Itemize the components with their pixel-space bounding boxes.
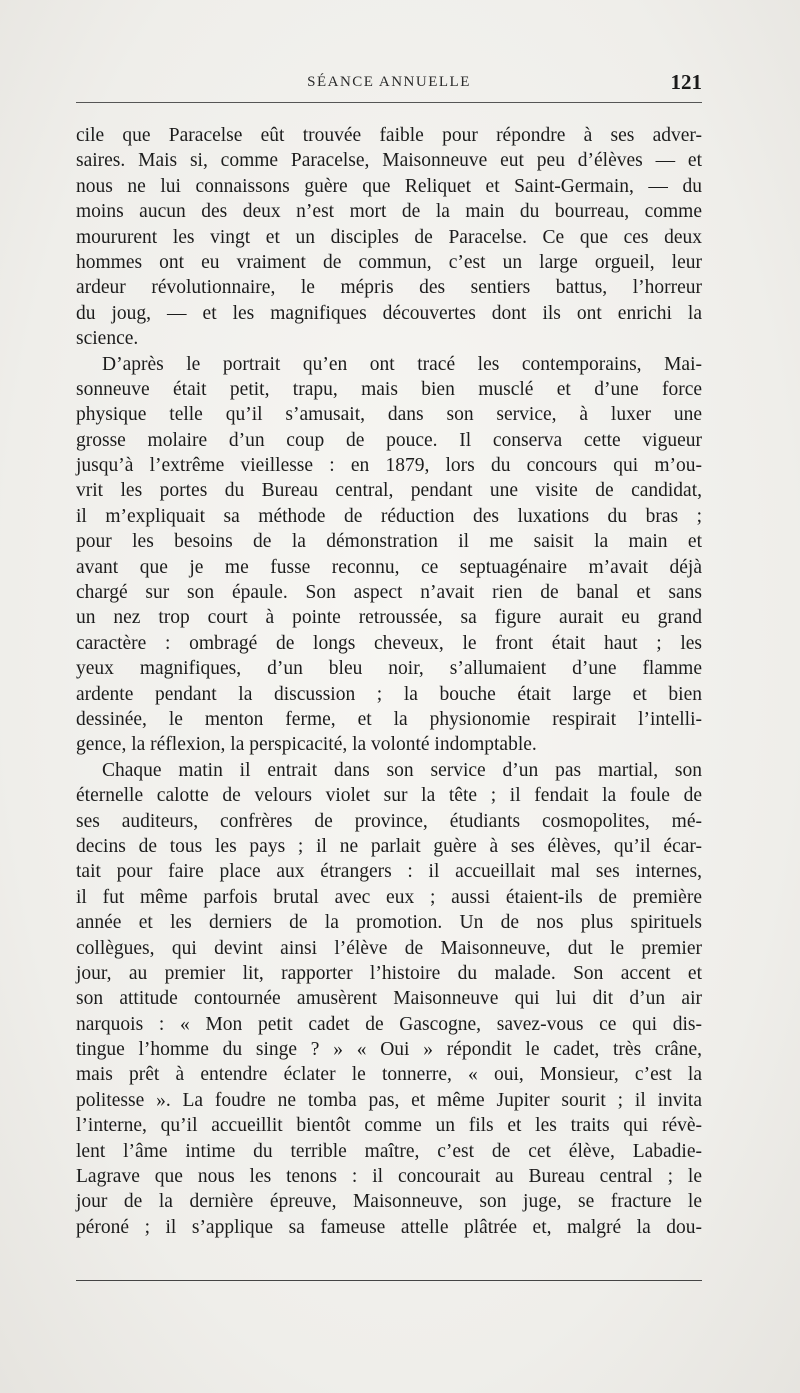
text-line: moins aucun des deux n’est mort de la main du bourreau, comme: [76, 201, 702, 223]
text-line: lent l’âme intime du terrible maître, c’est de cet élève, Labadie-: [76, 1140, 702, 1162]
text-line: un nez trop court à pointe retroussée, sa figure aurait eu grand: [76, 607, 702, 629]
text-line: physique telle qu’il s’amusait, dans son service, à luxer une: [76, 404, 702, 426]
text-line: avant que je me fusse reconnu, ce septuagénaire m’avait déjà: [76, 556, 702, 578]
text-line: jour, au premier lit, rapporter l’histoire du malade. Son accent et: [76, 962, 702, 984]
text-line: yeux magnifiques, d’un bleu noir, s’allumaient d’une flamme: [76, 658, 702, 680]
text-line: péroné ; il s’applique sa fameuse attelle plâtrée et, malgré la dou-: [76, 1216, 702, 1238]
header-rule: [76, 102, 702, 103]
text-line: il m’expliquait sa méthode de réduction des luxations du bras ;: [76, 505, 702, 527]
text-line: grosse molaire d’un coup de pouce. Il conserva cette vigueur: [76, 429, 702, 451]
text-line: vrit les portes du Bureau central, pendant une visite de candidat,: [76, 480, 702, 502]
text-line: narquois : « Mon petit cadet de Gascogne, savez-vous ce qui dis-: [76, 1013, 702, 1035]
text-line: l’interne, qu’il accueillit bientôt comme un fils et les traits qui révè-: [76, 1115, 702, 1137]
text-line: science.: [76, 328, 139, 350]
text-line: mais prêt à entendre éclater le tonnerre, « oui, Monsieur, c’est la: [76, 1064, 702, 1086]
page-number: 121: [670, 70, 702, 94]
text-line: jusqu’à l’extrême vieillesse : en 1879, lors du concours qui m’ou-: [76, 455, 702, 477]
text-line: il fut même parfois brutal avec eux ; aussi étaient-ils de première: [76, 886, 702, 908]
text-line: ardente pendant la discussion ; la bouche était large et bien: [76, 683, 702, 705]
text-line: cile que Paracelse eût trouvée faible pour répondre à ses adver-: [76, 125, 702, 146]
text-line: caractère : ombragé de longs cheveux, le front était haut ; les: [76, 632, 702, 654]
text-line: ardeur révolutionnaire, le mépris des sentiers battus, l’horreur: [76, 277, 702, 299]
text-line: nous ne lui connaissons guère que Reliquet et Saint-Germain, — du: [76, 175, 702, 197]
text-line: Lagrave que nous les tenons : il concourait au Bureau central ; le: [76, 1166, 702, 1188]
text-line: hommes ont eu vraiment de commun, c’est un large orgueil, leur: [76, 251, 702, 273]
text-line: jour de la dernière épreuve, Maisonneuve, son juge, se fracture le: [76, 1191, 702, 1213]
text-line: politesse ». La foudre ne tomba pas, et même Jupiter sourit ; il invita: [76, 1089, 702, 1111]
text-line: collègues, qui devint ainsi l’élève de Maisonneuve, dut le premier: [76, 937, 702, 959]
body-text: [76, 123, 702, 1240]
text-line: moururent les vingt et un disciples de Paracelse. Ce que ces deux: [76, 226, 702, 248]
running-head: [76, 72, 702, 96]
text-line: éternelle calotte de velours violet sur la tête ; il fendait la foule de: [76, 785, 702, 807]
text-line: ses auditeurs, confrères de province, étudiants cosmopolites, mé-: [76, 810, 702, 832]
text-line: dessinée, le menton ferme, et la physionomie respirait l’intelli-: [76, 708, 702, 730]
text-line: D’après le portrait qu’en ont tracé les contemporains, Mai-: [102, 353, 702, 375]
text-line: son attitude contournée amusèrent Maisonneuve qui lui dit d’un air: [76, 988, 702, 1010]
text-line: pour les besoins de la démonstration il me saisit la main et: [76, 531, 702, 553]
text-line: tingue l’homme du singe ? » « Oui » répondit le cadet, très crâne,: [76, 1039, 702, 1061]
text-line: tait pour faire place aux étrangers : il accueillait mal ses internes,: [76, 861, 702, 883]
running-title: SÉANCE ANNUELLE: [307, 74, 471, 90]
text-line: année et les derniers de la promotion. Un de nos plus spirituels: [76, 912, 702, 934]
text-line: gence, la réflexion, la perspicacité, la volonté indomptable.: [76, 734, 537, 756]
text-line: decins de tous les pays ; il ne parlait guère à ses élèves, qu’il écar-: [76, 835, 702, 857]
text-line: du joug, — et les magnifiques découvertes dont ils ont enrichi la: [76, 302, 702, 324]
text-line: sonneuve était petit, trapu, mais bien musclé et d’une force: [76, 378, 702, 400]
text-line: Chaque matin il entrait dans son service d’un pas martial, son: [102, 759, 702, 781]
footer-rule: [76, 1280, 702, 1281]
text-line: saires. Mais si, comme Paracelse, Maisonneuve eut peu d’élèves — et: [76, 150, 702, 172]
text-line: chargé sur son épaule. Son aspect n’avait rien de banal et sans: [76, 582, 702, 604]
